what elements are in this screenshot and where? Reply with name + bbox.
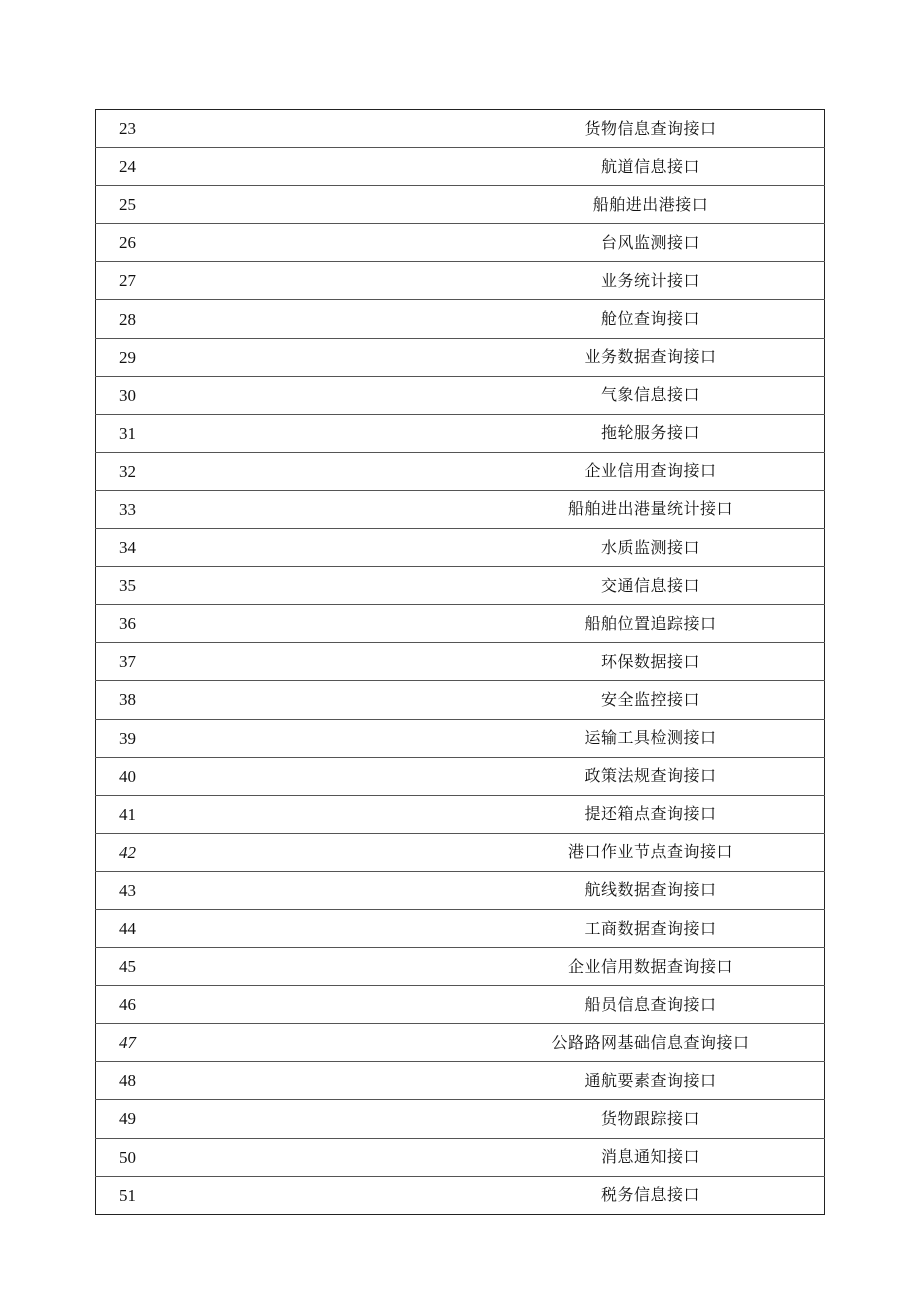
row-number-cell: 27 [96, 262, 238, 300]
interface-table-body [96, 110, 825, 1215]
row-number-cell: 31 [96, 414, 238, 452]
row-number-cell: 46 [96, 986, 238, 1024]
row-number-cell: 28 [96, 300, 238, 338]
row-number-cell: 32 [96, 452, 238, 490]
interface-name-cell: 税务信息接口 [600, 1185, 700, 1205]
interface-name-cell: 船舶位置追踪接口 [237, 605, 825, 643]
table-row [96, 986, 825, 1024]
table-row [96, 1062, 825, 1100]
interface-name-cell: 台风监测接口 [237, 224, 825, 262]
table-row [96, 338, 825, 376]
interface-name-cell: 企业信用查询接口 [237, 452, 825, 490]
row-number-cell: 48 [96, 1062, 238, 1100]
table-row [96, 414, 825, 452]
row-number-cell: 47 [96, 1024, 238, 1062]
table-row [96, 1100, 825, 1138]
interface-name-cell: 提还箱点查询接口 [237, 795, 825, 833]
table-row [96, 948, 825, 986]
row-number-cell: 38 [96, 681, 238, 719]
table-row [96, 490, 825, 528]
interface-name-cell: 船舶进出港量统计接口 [237, 490, 825, 528]
interface-name-cell: 业务统计接口 [237, 262, 825, 300]
interface-name-cell: 货物信息查询接口 [237, 110, 825, 148]
interface-name-cell: 拖轮服务接口 [237, 414, 825, 452]
row-number-cell: 24 [96, 148, 238, 186]
interface-name-cell: 政策法规查询接口 [237, 757, 825, 795]
interface-name-cell: 船舶进出港接口 [237, 186, 825, 224]
row-number-cell: 30 [96, 376, 238, 414]
interface-name-cell: 航道信息接口 [237, 148, 825, 186]
table-row [96, 1138, 825, 1176]
interface-name-cell: 船员信息查询接口 [237, 986, 825, 1024]
interface-name-cell: 安全监控接口 [237, 681, 825, 719]
table-row [96, 567, 825, 605]
row-number-cell: 33 [96, 490, 238, 528]
row-number-cell: 26 [96, 224, 238, 262]
table-row [96, 757, 825, 795]
row-number-cell: 25 [96, 186, 238, 224]
row-number-cell: 50 [96, 1138, 238, 1176]
row-number-cell: 36 [96, 605, 238, 643]
row-number-cell: 44 [96, 909, 238, 947]
interface-name-cell: 货物跟踪接口 [237, 1100, 825, 1138]
table-row [96, 300, 825, 338]
interface-name-cell: 公路路网基础信息查询接口 [237, 1024, 825, 1062]
table-row [96, 643, 825, 681]
interface-name-cell: 水质监测接口 [237, 529, 825, 567]
table-row [96, 148, 825, 186]
row-number-cell: 23 [96, 110, 238, 148]
interface-name-cell: 业务数据查询接口 [237, 338, 825, 376]
interface-name-cell: 气象信息接口 [237, 376, 825, 414]
row-number-cell: 43 [96, 871, 238, 909]
interface-name-cell: 港口作业节点查询接口 [237, 833, 825, 871]
table-row [96, 719, 825, 757]
interface-name-cell: 交通信息接口 [237, 567, 825, 605]
table-row [96, 605, 825, 643]
table-row [96, 376, 825, 414]
table-row [96, 795, 825, 833]
interface-name-cell: 舱位查询接口 [237, 300, 825, 338]
table-row [96, 224, 825, 262]
table-row [96, 452, 825, 490]
table-row [96, 186, 825, 224]
table-row [96, 681, 825, 719]
interface-name-cell: 工商数据查询接口 [237, 909, 825, 947]
row-number-cell: 49 [96, 1100, 238, 1138]
table-row [96, 1176, 825, 1214]
interface-name-cell: 环保数据接口 [237, 643, 825, 681]
interface-name-cell: 消息通知接口 [237, 1138, 825, 1176]
table-row [96, 110, 825, 148]
interface-name-cell: 运输工具检测接口 [237, 719, 825, 757]
table-row [96, 1024, 825, 1062]
table-row [96, 871, 825, 909]
interface-name-cell: 航线数据查询接口 [237, 871, 825, 909]
table-row [96, 262, 825, 300]
row-number-cell: 45 [96, 948, 238, 986]
interface-name-cell: 企业信用数据查询接口 [237, 948, 825, 986]
row-number-cell: 35 [96, 567, 238, 605]
row-number-cell: 51 [119, 1185, 136, 1205]
interface-list-table [95, 109, 825, 1215]
table-row [96, 529, 825, 567]
table-row [96, 833, 825, 871]
row-number-cell: 37 [96, 643, 238, 681]
row-number-cell: 34 [96, 529, 238, 567]
row-number-cell: 29 [96, 338, 238, 376]
row-number-cell: 39 [96, 719, 238, 757]
row-number-cell: 42 [96, 833, 238, 871]
table-row [96, 909, 825, 947]
row-number-cell: 40 [96, 757, 238, 795]
row-number-cell: 41 [96, 795, 238, 833]
interface-name-cell: 通航要素查询接口 [237, 1062, 825, 1100]
